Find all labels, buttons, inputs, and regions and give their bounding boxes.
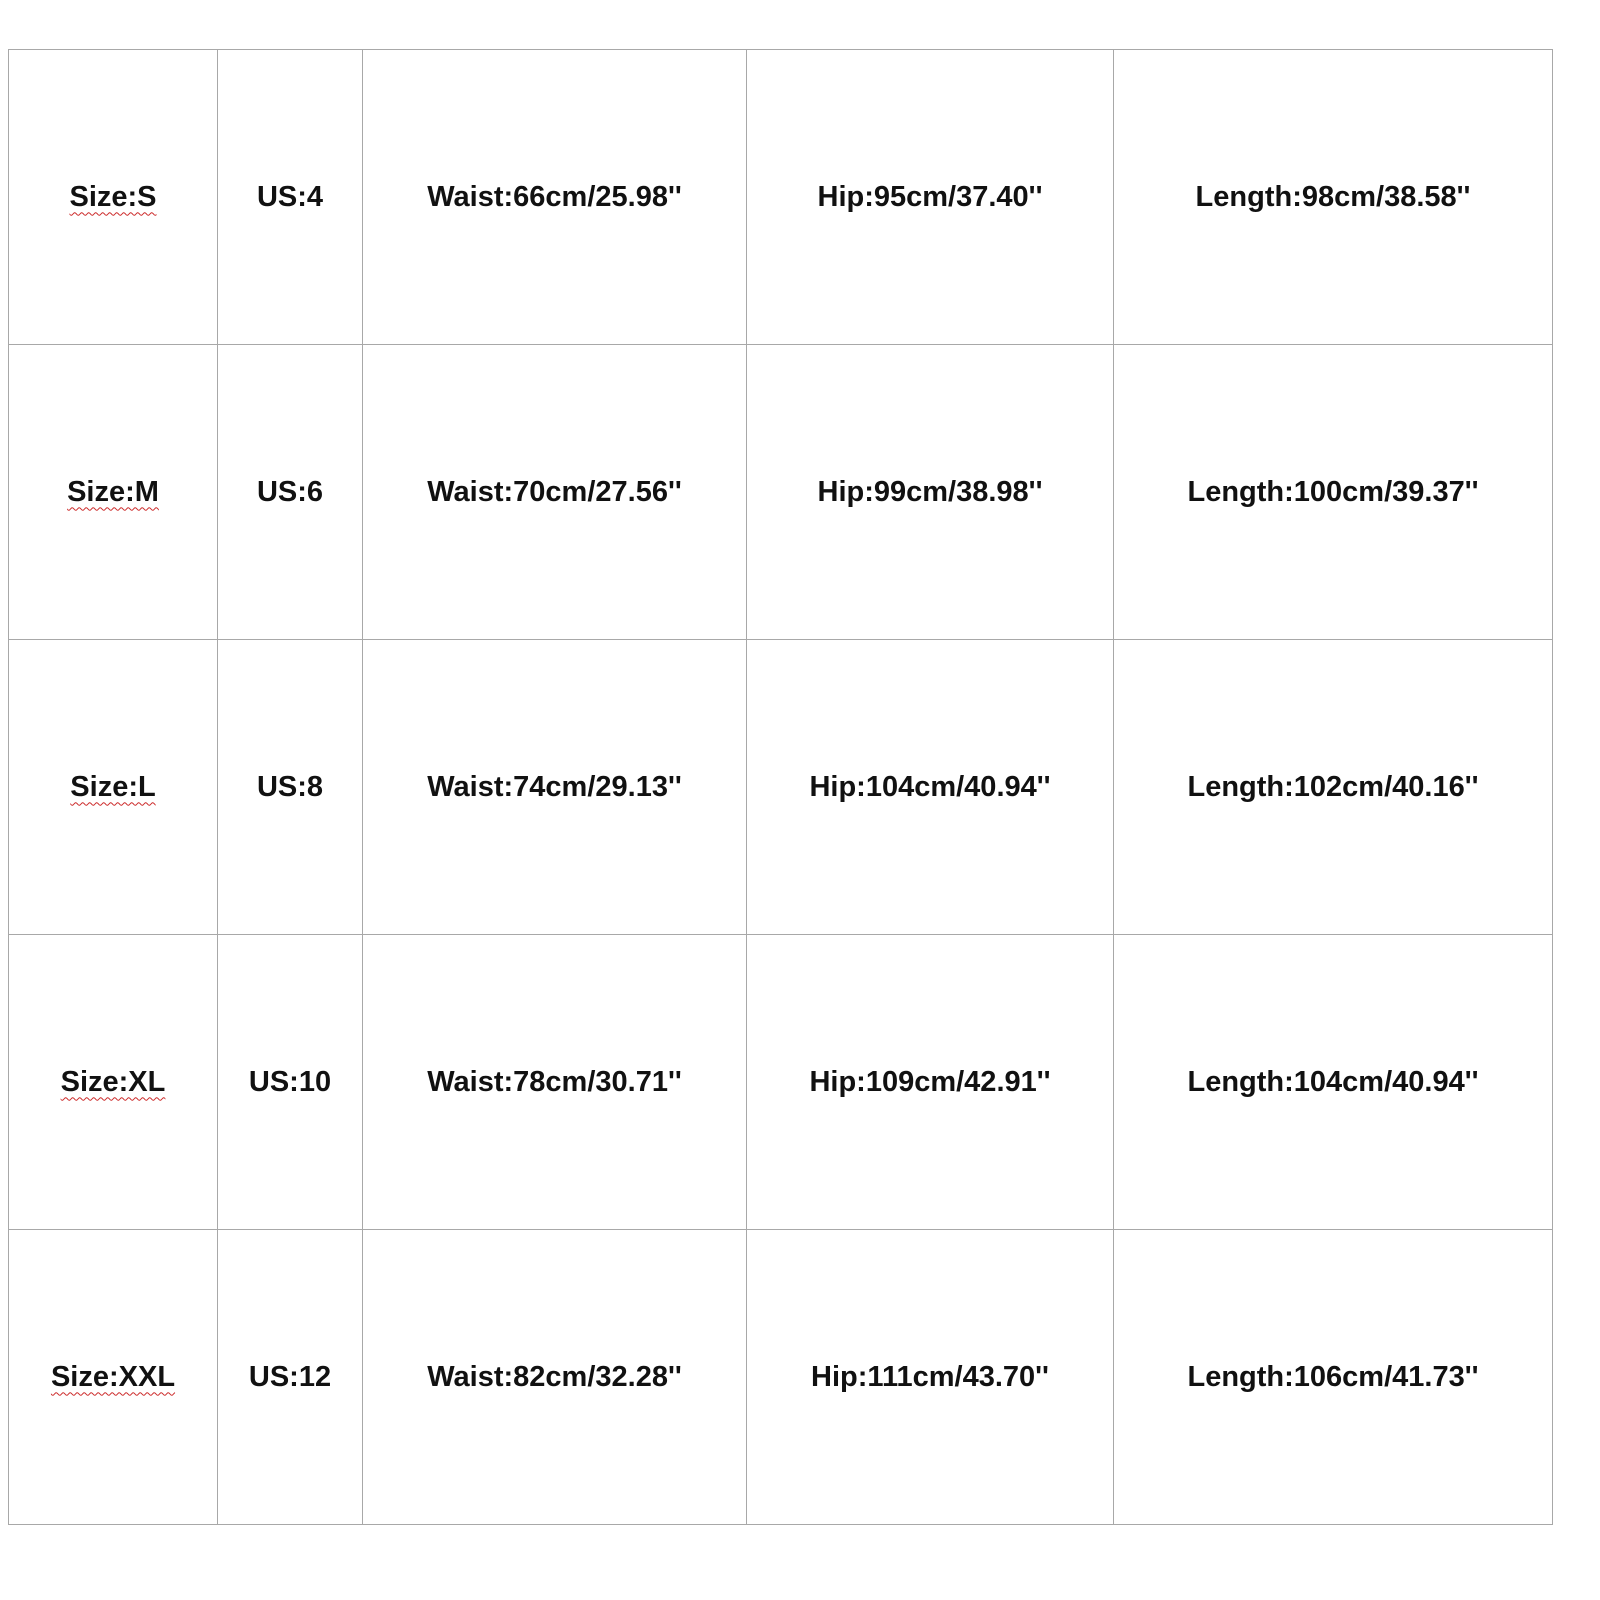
size-chart-table (8, 49, 1553, 1525)
hip-cell: Hip:99cm/38.98'' (747, 345, 1114, 640)
size-label: Size:L (70, 770, 156, 803)
hip-cell: Hip:104cm/40.94'' (747, 640, 1114, 935)
length-cell: Length:102cm/40.16'' (1114, 640, 1553, 935)
waist-cell: Waist:70cm/27.56'' (363, 345, 747, 640)
waist-cell: Waist:82cm/32.28'' (363, 1230, 747, 1525)
us-size-cell: US:12 (218, 1230, 363, 1525)
size-label: Size:XL (60, 1065, 166, 1098)
length-cell: Length:104cm/40.94'' (1114, 935, 1553, 1230)
waist-cell: Waist:78cm/30.71'' (363, 935, 747, 1230)
length-cell: Length:106cm/41.73'' (1114, 1230, 1553, 1525)
size-label: Size:XXL (50, 1360, 176, 1393)
hip-cell: Hip:95cm/37.40'' (747, 50, 1114, 345)
waist-cell: Waist:74cm/29.13'' (363, 640, 747, 935)
table-row (9, 935, 1553, 1230)
size-cell (9, 935, 218, 1230)
waist-cell: Waist:66cm/25.98'' (363, 50, 747, 345)
size-cell (9, 640, 218, 935)
table-row (9, 640, 1553, 935)
us-size-cell: US:8 (218, 640, 363, 935)
table-row (9, 1230, 1553, 1525)
us-size-cell: US:6 (218, 345, 363, 640)
size-label: Size:S (69, 180, 157, 213)
size-cell (9, 1230, 218, 1525)
size-label: Size:M (67, 475, 159, 508)
hip-cell: Hip:109cm/42.91'' (747, 935, 1114, 1230)
table-row (9, 50, 1553, 345)
us-size-cell: US:4 (218, 50, 363, 345)
length-cell: Length:98cm/38.58'' (1114, 50, 1553, 345)
size-cell (9, 345, 218, 640)
table-row (9, 345, 1553, 640)
us-size-cell: US:10 (218, 935, 363, 1230)
size-cell (9, 50, 218, 345)
length-cell: Length:100cm/39.37'' (1114, 345, 1553, 640)
hip-cell: Hip:111cm/43.70'' (747, 1230, 1114, 1525)
